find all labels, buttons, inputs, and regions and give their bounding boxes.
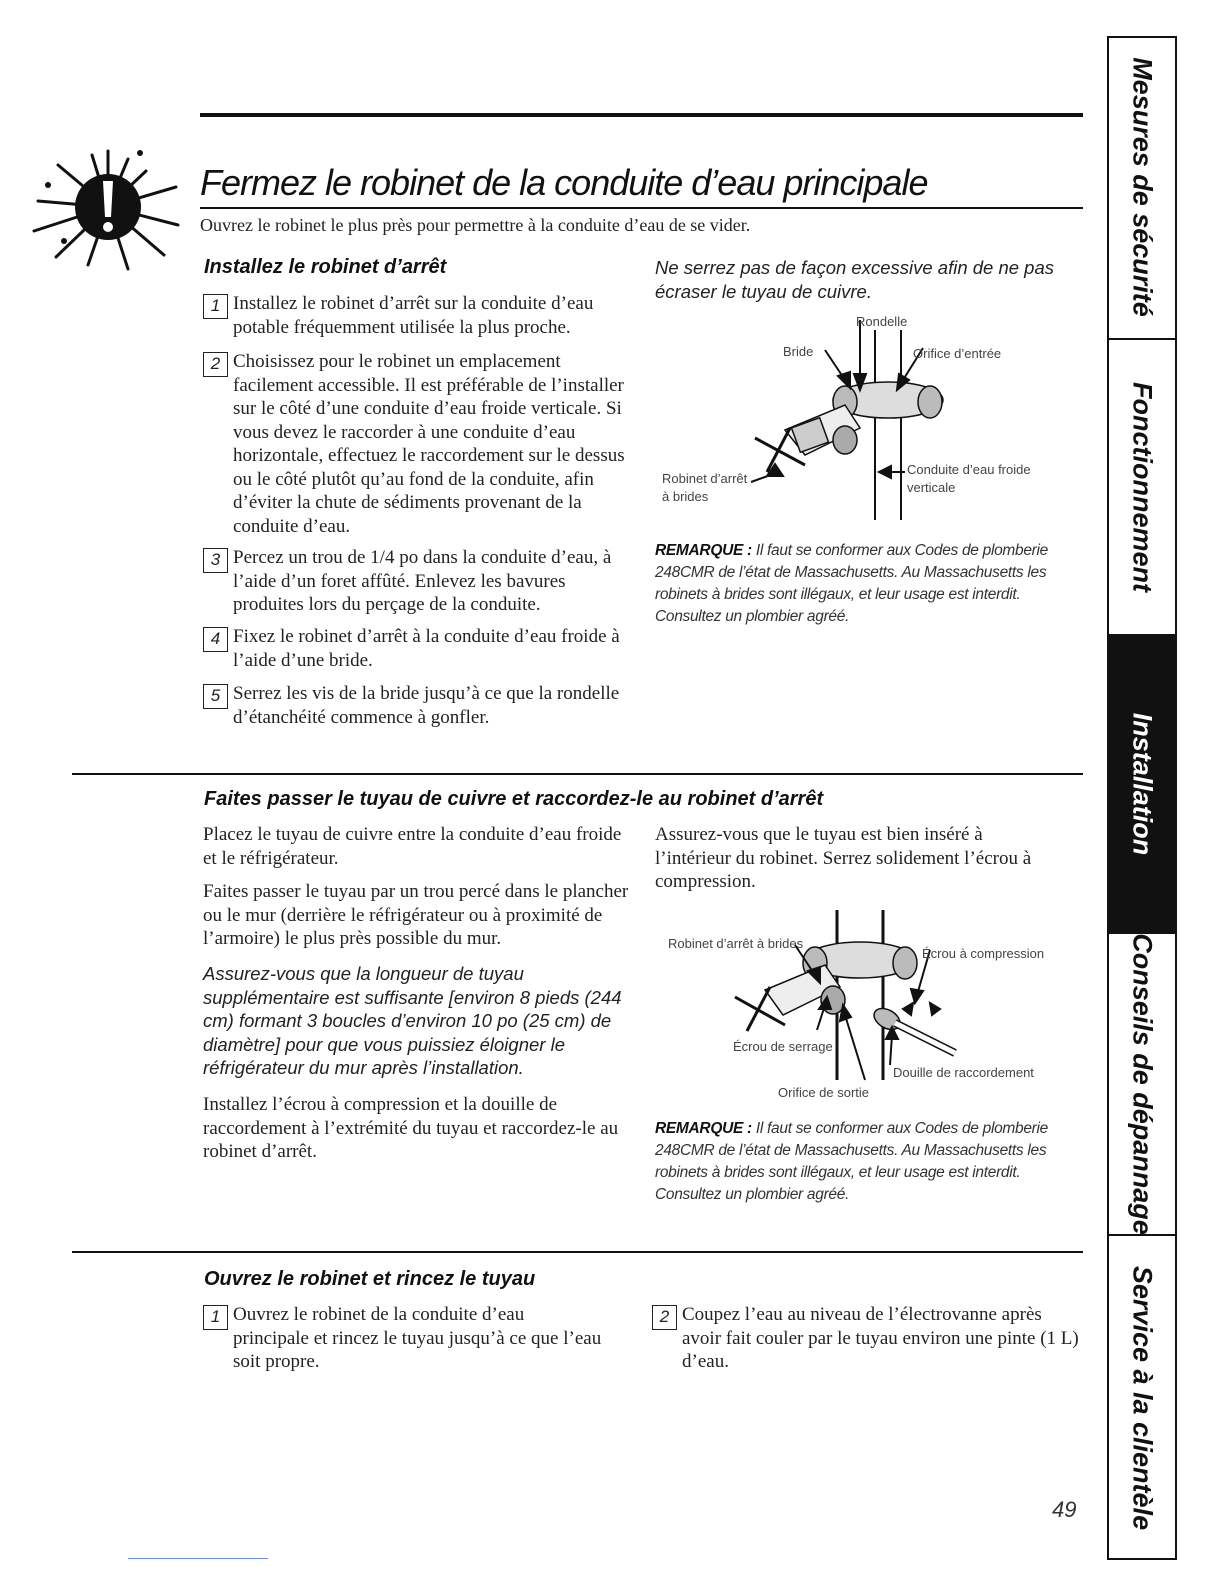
step-text: Serrez les vis de la bride jusqu’à ce que la rondelle d’étanchéité commence à gonfler. — [233, 683, 620, 728]
tab-label: Installation — [1127, 712, 1158, 856]
remark-label: REMARQUE : — [655, 1120, 752, 1137]
section2-remark — [655, 1118, 1065, 1206]
step-1 — [203, 292, 633, 339]
label-ecrou-serrage: Écrou de serrage — [733, 1039, 833, 1054]
step-4 — [203, 625, 633, 672]
tab-service-a-la-clientele[interactable] — [1109, 1234, 1175, 1560]
step-text: Ouvrez le robinet de la conduite d’eau principale et rincez le tuyau jusqu’à ce que l’eau soit propre. — [233, 1304, 602, 1372]
step-number-1: 1 — [203, 1305, 228, 1330]
page-title: Fermez le robinet de la conduite d’eau principale — [200, 162, 928, 203]
label-rondelle: Rondelle — [856, 314, 908, 329]
step-number-3: 3 — [203, 548, 228, 573]
step-number-1: 1 — [203, 294, 228, 319]
step-5 — [203, 682, 633, 729]
section-heading-flush-line: Ouvrez le robinet et rincez le tuyau — [204, 1268, 536, 1290]
page-subtitle: Ouvrez le robinet le plus près pour permettre à la conduite d’eau de se vider. — [200, 215, 751, 235]
remark-label: REMARQUE : — [655, 542, 752, 559]
tab-conseils-de-depannage[interactable] — [1109, 932, 1175, 1234]
page-number: 49 — [1052, 1497, 1077, 1522]
step-text: Coupez l’eau au niveau de l’électrovanne après avoir fait couler par le tuyau environ une pinte (1 L) d’eau. — [682, 1304, 1079, 1372]
tab-mesures-de-securite[interactable] — [1109, 36, 1175, 338]
tab-label: Conseils de dépannage — [1127, 933, 1158, 1235]
flush-step-2 — [652, 1303, 1082, 1374]
tab-label: Mesures de sécurité — [1127, 57, 1158, 317]
step-number-2: 2 — [203, 352, 228, 377]
section2-note: Assurez-vous que la longueur de tuyau supplémentaire est suffisante [environ 8 pieds (244 cm) formant 3 boucles d’environ 10 po (25 cm) de diamètre] pour que vous puissiez éloigner le réfrigérateur du mur après l’installation. — [203, 963, 622, 1078]
step-3 — [203, 546, 633, 617]
footer-line — [128, 1558, 268, 1559]
label-robinet-brides: Robinet d’arrêt à brides — [668, 936, 804, 951]
step-text: Installez le robinet d’arrêt sur la conduite d’eau potable fréquemment utilisée la plus proche. — [233, 293, 594, 338]
tab-label: Fonctionnement — [1127, 382, 1158, 592]
section2-para-right: Assurez-vous que le tuyau est bien inséré à l’intérieur du robinet. Serrez solidement l’écrou à compression. — [655, 824, 1032, 892]
saddle-valve-diagram — [655, 310, 1075, 530]
label-orifice-entree: Orifice d’entrée — [913, 346, 1002, 361]
step-text: Choisissez pour le robinet un emplacement facilement accessible. Il est préférable de l’installer sur le côté d’une conduite d’eau froide verticale. Si vous devez le raccorder à une conduite d’eau horizontale, effectuez le raccordement sur le dessus ou le côté plutôt qu’au fond de la conduite, afin d’éviter la chute de sédiments provenant de la conduite d’eau. — [233, 351, 625, 537]
section1-remark — [655, 540, 1065, 628]
section-divider-2 — [72, 1251, 1083, 1253]
tab-installation[interactable] — [1109, 634, 1175, 932]
remark-text: Il faut se conformer aux Codes de plomberie 248CMR de l’état de Massachusetts. Au Massachusetts les robinets à brides sont illégaux, et leur usage est interdit. Consultez un plombier agréé. — [655, 1120, 1048, 1203]
label-conduite-line1: Conduite d’eau froide — [907, 462, 1031, 477]
section-heading-route-tubing: Faites passer le tuyau de cuivre et raccordez-le au robinet d’arrêt — [204, 788, 824, 810]
label-robinet-line2: à brides — [662, 489, 709, 504]
section2-para1: Placez le tuyau de cuivre entre la conduite d’eau froide et le réfrigérateur. — [203, 824, 622, 869]
warning-starburst-icon — [28, 145, 188, 275]
label-bride: Bride — [783, 344, 814, 359]
label-robinet-line1: Robinet d’arrêt — [662, 471, 748, 486]
section1-note: Ne serrez pas de façon excessive afin de ne pas écraser le tuyau de cuivre. — [655, 257, 1055, 302]
label-douille: Douille de raccordement — [893, 1065, 1034, 1080]
step-number-2: 2 — [652, 1305, 677, 1330]
step-number-4: 4 — [203, 627, 228, 652]
step-2 — [203, 350, 633, 538]
remark-text: Il faut se conformer aux Codes de plomberie 248CMR de l’état de Massachusetts. Au Massachusetts les robinets à brides sont illégaux, et leur usage est interdit. Consultez un plombier agréé. — [655, 542, 1048, 625]
step-text: Fixez le robinet d’arrêt à la conduite d’eau froide à l’aide d’une bride. — [233, 626, 620, 671]
section2-para3: Installez l’écrou à compression et la douille de raccordement à l’extrémité du tuyau et raccordez-le au robinet d’arrêt. — [203, 1094, 619, 1162]
side-tab-bar — [1107, 36, 1177, 1560]
label-ecrou-compression: Écrou à compression — [922, 946, 1045, 961]
section-heading-install-valve: Installez le robinet d’arrêt — [204, 256, 447, 278]
tab-fonctionnement[interactable] — [1109, 338, 1175, 634]
label-conduite-line2: verticale — [907, 480, 956, 495]
flush-step-1 — [203, 1303, 603, 1374]
step-text: Percez un trou de 1/4 po dans la conduite d’eau, à l’aide d’un foret affûté. Enlevez les bavures produites lors du perçage de la conduite. — [233, 547, 612, 615]
step-number-5: 5 — [203, 684, 228, 709]
top-rule — [200, 113, 1083, 117]
section-divider-1 — [72, 773, 1083, 775]
title-rule — [200, 207, 1083, 209]
section2-para2: Faites passer le tuyau par un trou percé dans le plancher ou le mur (derrière le réfrigérateur ou à proximité de l’armoire) le plus près possible du mur. — [203, 881, 629, 949]
label-orifice-sortie: Orifice de sortie — [778, 1085, 870, 1100]
tab-label: Service à la clientèle — [1127, 1265, 1158, 1531]
